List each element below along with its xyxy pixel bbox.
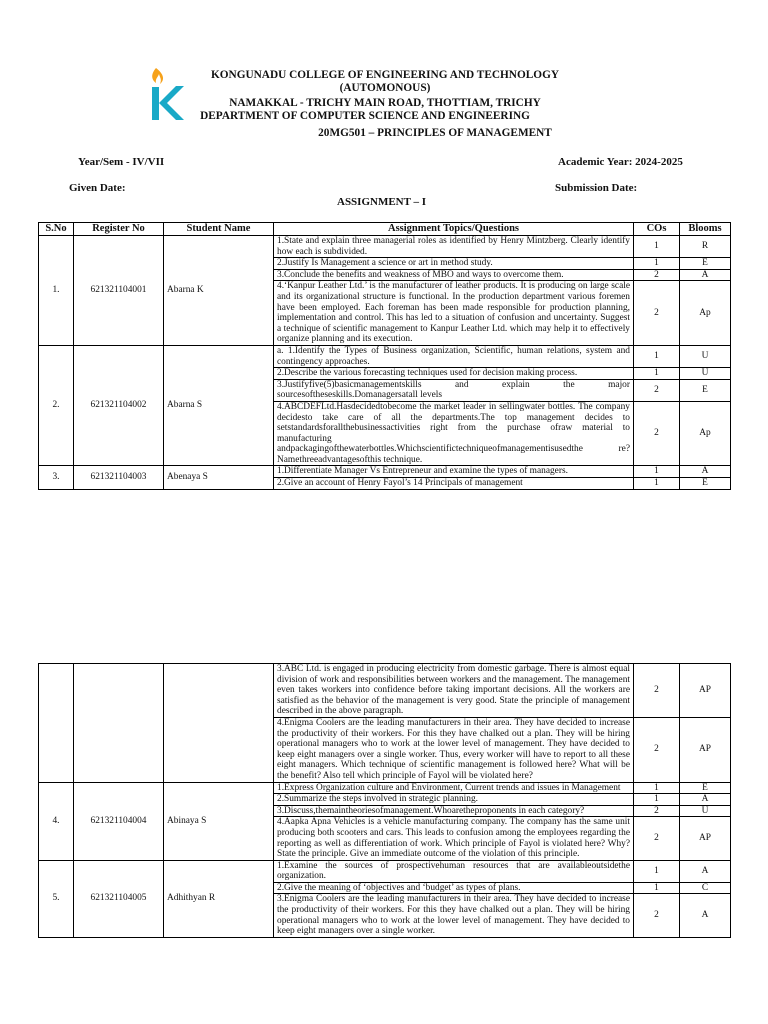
bloom-level: C [680, 882, 731, 894]
course-title: 20MG501 – PRINCIPLES OF MANAGEMENT [318, 127, 552, 139]
question-text: 3.ABC Ltd. is engaged in producing electricity from domestic garbage. There is almost equal division of work and responsibilities between workers and the management. The management even takes workers into confidence before taking important decisions. All the workers are satisfied as the behavior of the management is very good. State the principle of management described in the above paragraph. [274, 664, 634, 718]
co-value: 2 [634, 379, 680, 401]
flame-icon [152, 68, 163, 84]
question-text: 3.Justifyfive(5)basicmanagementskills and explain the major sourcesoftheseskills.Domanagersatall levels [274, 379, 634, 401]
college-address: NAMAKKAL - TRICHY MAIN ROAD, THOTTIAM, TRICHY [229, 97, 541, 109]
bloom-level: Ap [680, 401, 731, 466]
serial-number: 2. [39, 345, 74, 466]
student-name: Abenaya S [164, 466, 274, 489]
table-row [39, 860, 731, 882]
college-status: (AUTOMONOUS) [339, 82, 431, 94]
col-name-header: Student Name [164, 223, 274, 236]
assignment-table-page2 [38, 663, 731, 938]
bloom-level: A [680, 466, 731, 478]
co-value: 1 [634, 258, 680, 270]
question-text: a. 1.Identify the Types of Business organization, Scientific, human relations, system and contingency approaches. [274, 345, 634, 367]
bloom-level: E [680, 258, 731, 270]
register-number: 621321104003 [74, 466, 164, 489]
serial-number: 5. [39, 860, 74, 937]
col-blooms-header: Blooms [680, 223, 731, 236]
bloom-level: R [680, 236, 731, 258]
student-name: Adhithyan R [164, 860, 274, 937]
student-name: Abarna K [164, 236, 274, 346]
assignment-table-page1 [38, 222, 731, 490]
bloom-level: U [680, 345, 731, 367]
question-text: 4.Aapka Apna Vehicles is a vehicle manufacturing company. The company has the same unit producing both scooters and cars. This leads to confusion among the employees regarding the reporting as well as differentiation of work. Which principle of Fayol is violated here? Why? State the principle. Give an immediate outcome of the violation of this principle. [274, 817, 634, 860]
col-register-header: Register No [74, 223, 164, 236]
serial-number-empty [39, 664, 74, 783]
register-number-empty [74, 664, 164, 783]
co-value: 1 [634, 368, 680, 380]
bloom-level: AP [680, 717, 731, 782]
question-text: 3.Enigma Coolers are the leading manufacturers in their area. They have decided to increase the productivity of their workers. For this they have chalked out a plan. They will be hiring operational managers who to work at the lower level of management. They have decided to keep eight managers over a single worker. [274, 894, 634, 937]
bloom-level: AP [680, 817, 731, 860]
register-number: 621321104001 [74, 236, 164, 346]
table-row [39, 664, 731, 718]
table-row [39, 466, 731, 478]
co-value: 2 [634, 805, 680, 817]
question-text: 4.ABCDEFLtd.Hasdecidedtobecome the market leader in sellingwater bottles. The company decidesto take care of all the departments.The top management decides to setstandardsforallthebusinessactivities right from the purchase ofraw material to manufacturing andpackagingofthewaterbottles.Whichscientifictechniqueofmanagementisusedthe re?Namethreeadvantagesofthis technique. [274, 401, 634, 466]
table-header-row [39, 223, 731, 236]
bloom-level: A [680, 269, 731, 281]
register-number: 621321104005 [74, 860, 164, 937]
co-value: 2 [634, 401, 680, 466]
co-value: 2 [634, 664, 680, 718]
assignment-title: ASSIGNMENT – I [337, 196, 427, 208]
bloom-level: A [680, 894, 731, 937]
bloom-level: A [680, 860, 731, 882]
co-value: 1 [634, 466, 680, 478]
co-value: 1 [634, 236, 680, 258]
academic-year: Academic Year: 2024-2025 [558, 156, 683, 168]
bloom-level: E [680, 379, 731, 401]
logo-k-stem [152, 87, 159, 120]
bloom-level: U [680, 805, 731, 817]
bloom-level: U [680, 368, 731, 380]
college-name: KONGUNADU COLLEGE OF ENGINEERING AND TECHNOLOGY [210, 69, 560, 81]
co-value: 1 [634, 345, 680, 367]
table-body-page1 [39, 236, 731, 490]
year-sem: Year/Sem - IV/VII [78, 156, 165, 168]
question-text: 1.Examine the sources of prospectivehuman resources that are availableoutsidethe organization. [274, 860, 634, 882]
co-value: 1 [634, 782, 680, 794]
bloom-level: A [680, 794, 731, 806]
question-text: 2.Give an account of Henry Fayol’s 14 Principals of management [274, 478, 634, 490]
co-value: 1 [634, 794, 680, 806]
register-number: 621321104004 [74, 782, 164, 860]
bloom-level: E [680, 782, 731, 794]
co-value: 2 [634, 269, 680, 281]
col-questions-header: Assignment Topics/Questions [274, 223, 634, 236]
table-row [39, 345, 731, 367]
question-text: 1.State and explain three managerial roles as identified by Henry Mintzberg. Clearly identify how each is subdivided. [274, 236, 634, 258]
col-sno-header: S.No [39, 223, 74, 236]
register-number: 621321104002 [74, 345, 164, 466]
question-text: 1.Express Organization culture and Environment, Current trends and issues in Management [274, 782, 634, 794]
question-text: 4.‘Kanpur Leather Ltd.’ is the manufacturer of leather products. It is producing on large scale and its organizational structure is functional. In the production department various foremen have been employed. Each foreman has been made responsible for production planning, implementation and control. This has led to a situation of confusion and uncertainty. Suggest a technique of scientific management to Kanpur Leather Ltd. which may help it to effectively organize planning and its execution. [274, 281, 634, 346]
question-text: 1.Differentiate Manager Vs Entrepreneur and examine the types of managers. [274, 466, 634, 478]
department-name: DEPARTMENT OF COMPUTER SCIENCE AND ENGINEERING [200, 110, 530, 122]
table-row [39, 782, 731, 794]
question-text: 4.Enigma Coolers are the leading manufacturers in their area. They have decided to increase the productivity of their workers. For this they have chalked out a plan. They will be hiring operational managers who to work at the lower level of management. They have decided to keep eight managers over a single worker. Thus, every worker will have to report to all these eight managers. Which technique of scientific management is followed here? What will be the benefit? Also tell which principle of Fayol will be violated here? [274, 717, 634, 782]
bloom-level: Ap [680, 281, 731, 346]
given-date: Given Date: [69, 182, 126, 194]
bloom-level: AP [680, 664, 731, 718]
serial-number: 3. [39, 466, 74, 489]
question-text: 2.Summarize the steps involved in strategic planning. [274, 794, 634, 806]
co-value: 2 [634, 817, 680, 860]
question-text: 3.Discuss,themaintheoriesofmanagement.Whoaretheproponents in each category? [274, 805, 634, 817]
co-value: 1 [634, 860, 680, 882]
co-value: 2 [634, 717, 680, 782]
student-name-empty [164, 664, 274, 783]
question-text: 3.Conclude the benefits and weakness of MBO and ways to overcome them. [274, 269, 634, 281]
serial-number: 4. [39, 782, 74, 860]
co-value: 1 [634, 882, 680, 894]
question-text: 2.Describe the various forecasting techniques used for decision making process. [274, 368, 634, 380]
col-cos-header: COs [634, 223, 680, 236]
co-value: 1 [634, 478, 680, 490]
co-value: 2 [634, 894, 680, 937]
student-name: Abarna S [164, 345, 274, 466]
co-value: 2 [634, 281, 680, 346]
question-text: 2.Justify Is Management a science or art in method study. [274, 258, 634, 270]
question-text: 2.Give the meaning of ‘objectives and ‘budget’ as types of plans. [274, 882, 634, 894]
serial-number: 1. [39, 236, 74, 346]
submission-date: Submission Date: [555, 182, 638, 194]
bloom-level: E [680, 478, 731, 490]
table-row [39, 236, 731, 258]
table-body-page2 [39, 664, 731, 938]
student-name: Abinaya S [164, 782, 274, 860]
